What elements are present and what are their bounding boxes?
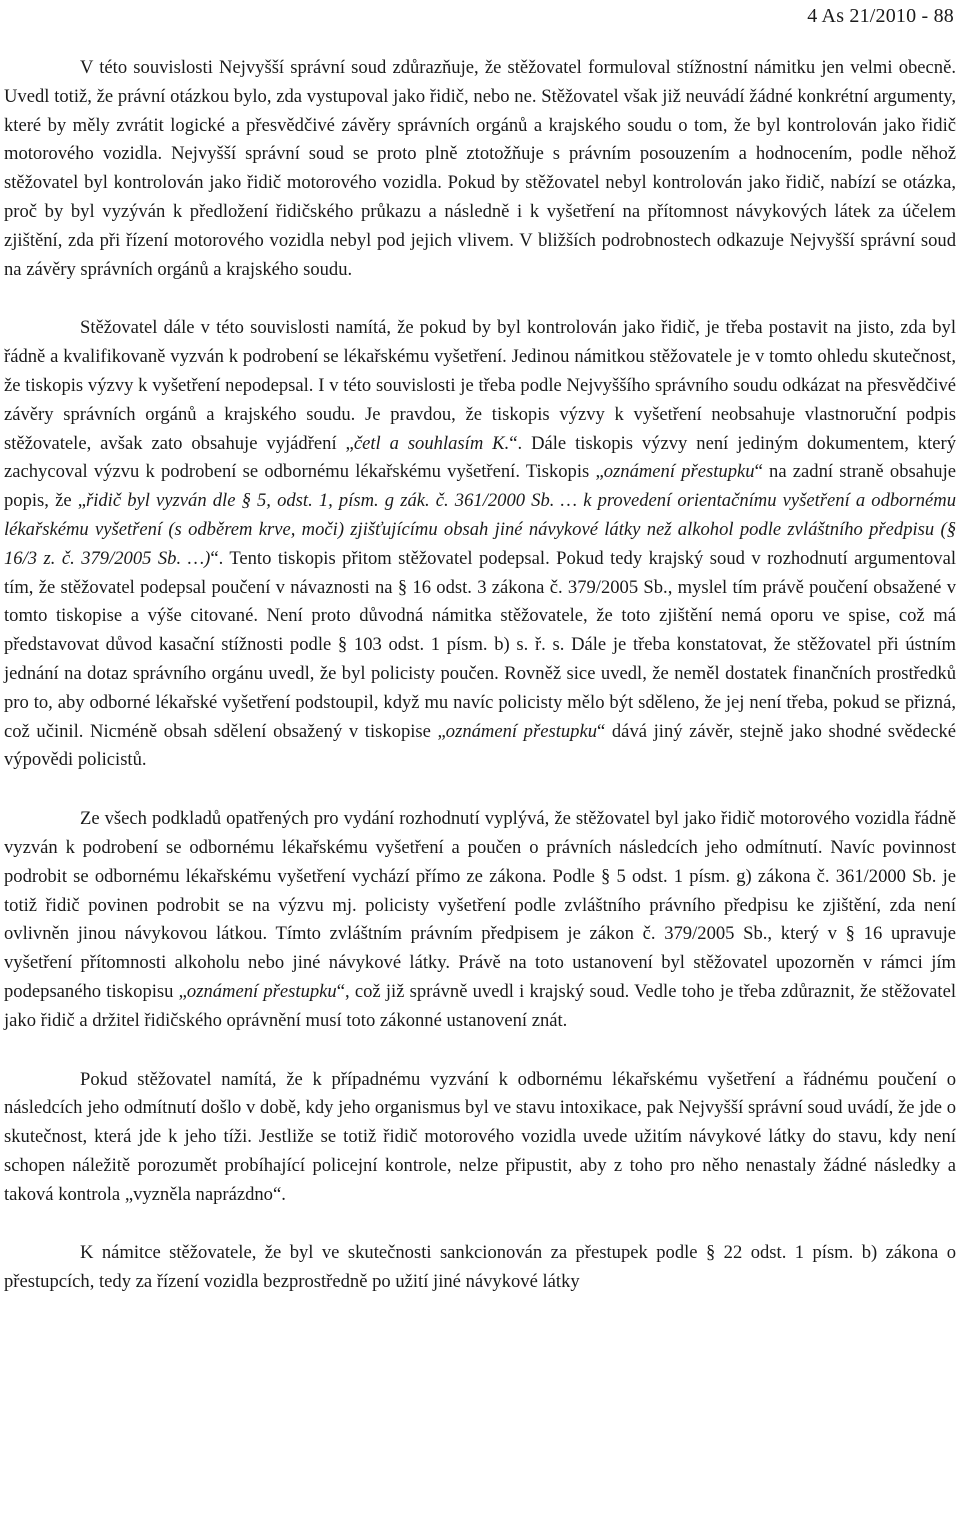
paragraph-text: V této souvislosti Nejvyšší správní soud zdůrazňuje, že stěžovatel formuloval stížnostní námitku jen velmi obecně. Uvedl totiž, že právní otázkou bylo, zda vystupoval jako řidič, nebo ne. Stěžovatel však již neuvádí žádné konkrétní argumenty, které by měly zvrátit logické a přesvědčivé závěry správních orgánů a krajského soudu o tom, že byl kontrolován jako řidič motorového vozidla. Nejvyšší správní soud se proto plně ztotožňuje s právním posouzením a hodnocením, podle něhož stěžovatel byl kontrolován jako řidič motorového vozidla. Pokud by stěžovatel nebyl kontrolován jako řidič, nabízí se otázka, proč by byl vyzýván k předložení řidičského průkazu a následně i k vyšetření na přítomnost návykových látek za účelem zjištění, zda při řízení motorového vozidla nebyl pod jejich vlivem. V bližších podrobnostech odkazuje Nejvyšší správní soud na závěry správních orgánů a krajského soudu. [4, 57, 956, 280]
quoted-text: oznámení přestupku [603, 461, 755, 483]
paragraph-text: “. Dále tiskopis výzvy není jediným dokumentem, který zachycoval výzvu k podrobení se odbornému lékařskému vyšetření. Tiskopis „ [4, 432, 956, 483]
paragraph-text: Stěžovatel dále v této souvislosti namítá, že pokud by byl kontrolován jako řidič, je třeba postavit na jisto, zda byl řádně a kvalifikovaně vyzván k podrobení se lékařskému vyšetření. Jedinou námitkou stěžovatele je v tomto ohledu skutečnost, že tiskopis výzvy k vyšetření nepodepsal. I v této souvislosti je třeba podle Nejvyššího správního soudu odkázat na přesvědčivé závěry správních orgánů a krajského soudu. Je pravdou, že tiskopis výzvy k vyšetření neobsahuje vlastnoruční podpis stěžovatele, avšak zato obsahuje vyjádření „ [4, 317, 956, 454]
paragraph-1 [4, 54, 956, 284]
paragraph-text: Pokud stěžovatel namítá, že k případnému vyzvání k odbornému lékařskému vyšetření a řádnému poučení o následcích jeho odmítnutí došlo v době, kdy jeho organismus byl ve stavu intoxikace, pak Nejvyšší správní soud uvádí, že jde o skutečnost, která jde k jeho tíži. Jestliže se totiž řidič motorového vozidla uvede užitím návykové látky do stavu, kdy není schopen náležitě porozumět probíhající policejní kontrole, nelze připustit, aby z toho pro něho nenastaly žádné následky a taková kontrola „vyzněla naprázdno“. [4, 1068, 956, 1205]
case-number-header: 4 As 21/2010 - 88 [807, 5, 954, 27]
document-body [4, 54, 956, 1297]
quoted-text: oznámení přestupku [186, 980, 337, 1002]
paragraph-text: “. Tento tiskopis přitom stěžovatel podepsal. Pokud tedy krajský soud v rozhodnutí argumentoval tím, že stěžovatel podepsal poučení v návaznosti na § 16 odst. 3 zákona č. 379/2005 Sb., myslel tím právě poučení obsažené v tomto tiskopise a výše citované. Není proto důvodná námitka stěžovatele, že toto zjištění nemá oporu ve spise, což má představovat důvod kasační stížnosti podle § 103 odst. 1 písm. b) s. ř. s. Dále je třeba konstatovat, že stěžovatel při ústním jednání na dotaz správního orgánu uvedl, že byl policisty poučen. Rovněž sice uvedl, že neměl dostatek finančních prostředků pro to, aby odborné lékařské vyšetření podstoupil, když mu navíc policisty mělo být sděleno, že jej není třeba, pokud se přizná, což učinil. Nicméně obsah sdělení obsažený v tiskopise „ [4, 547, 957, 742]
paragraph-5 [4, 1239, 956, 1297]
quoted-text: řidič byl vyzván dle § 5, odst. 1, písm. g zák. č. 361/2000 Sb. … k provedení orientačnímu vyšetření a odbornému lékařskému vyšetření (s odběrem krve, moči) zjišťujícímu obsah jiné návykové látky než alkohol podle zvláštního předpisu (§ 16/3 z. č. 379/2005 Sb. …) [4, 490, 956, 569]
paragraph-text: Ze všech podkladů opatřených pro vydání rozhodnutí vyplývá, že stěžovatel byl jako řidič motorového vozidla řádně vyzván k podrobení se odbornému lékařskému vyšetření a poučen o právních následcích jeho odmítnutí. Navíc povinnost podrobit se odbornému lékařskému vyšetření vychází přímo ze zákona. Podle § 5 odst. 1 písm. g) zákona č. 361/2000 Sb. je totiž řidič povinen podrobit se na výzvu mj. policisty vyšetření podle zvláštního právního předpisu ke zjištění, zda není ovlivněn jinou návykovou látkou. Tímto zvláštním právním předpisem je zákon č. 379/2005 Sb., který v § 16 upravuje vyšetření přítomnosti alkoholu nebo jiné návykové látky. Právě na toto ustanovení byl stěžovatel upozorněn v rámci jím podepsaného tiskopisu „ [4, 808, 956, 1002]
paragraph-text: K námitce stěžovatele, že byl ve skutečnosti sankcionován za přestupek podle § 22 odst. 1 písm. b) zákona o přestupcích, tedy za řízení vozidla bezprostředně po užití jiné návykové látky [4, 1242, 956, 1293]
paragraph-2 [4, 314, 956, 775]
quoted-text: četl a souhlasím K. [353, 432, 510, 454]
paragraph-3 [4, 805, 956, 1035]
paragraph-text: “ na zadní straně obsahuje popis, že „ [4, 461, 957, 512]
quoted-text: oznámení přestupku [445, 720, 598, 742]
paragraph-4 [4, 1066, 956, 1210]
paragraph-text: “ dává jiný závěr, stejně jako shodné svědecké výpovědi policistů. [4, 720, 956, 771]
paragraph-text: “, což již správně uvedl i krajský soud. Vedle toho je třeba zdůraznit, že stěžovatel jako řidič a držitel řidičského oprávnění musí toto zákonné ustanovení znát. [4, 980, 957, 1031]
